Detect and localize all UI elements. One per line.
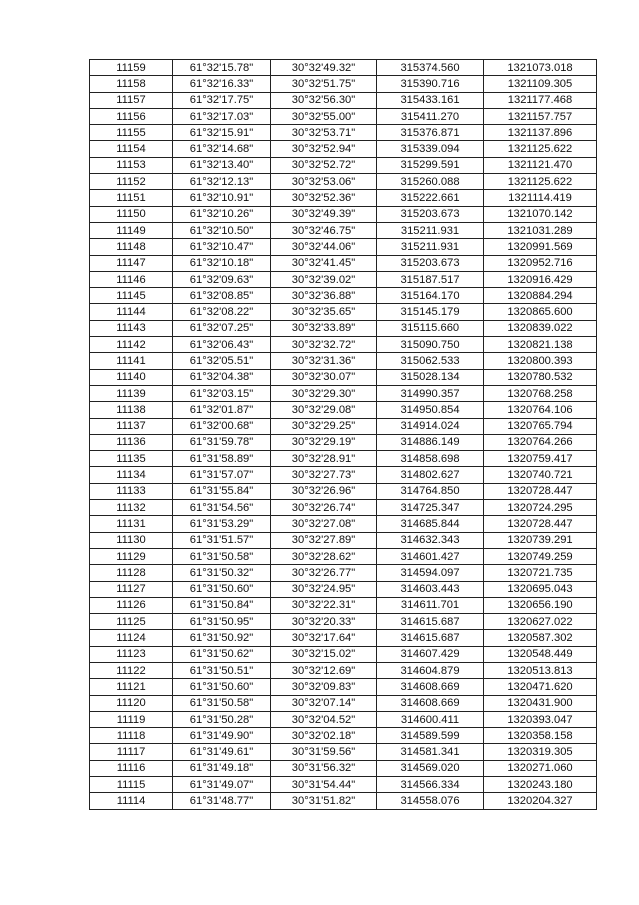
latitude-cell: 61°31'50.32" (173, 565, 271, 581)
x-coordinate-cell: 315374.560 (377, 60, 484, 76)
point-id-cell: 11158 (90, 76, 173, 92)
longitude-cell: 30°32'28.91" (271, 451, 377, 467)
x-coordinate-cell: 314615.687 (377, 630, 484, 646)
latitude-cell: 61°31'57.07" (173, 467, 271, 483)
y-coordinate-cell: 1321031.289 (484, 222, 597, 238)
point-id-cell: 11155 (90, 125, 173, 141)
y-coordinate-cell: 1321073.018 (484, 60, 597, 76)
table-row (90, 614, 597, 630)
longitude-cell: 30°32'24.95" (271, 581, 377, 597)
point-id-cell: 11159 (90, 60, 173, 76)
table-row (90, 239, 597, 255)
longitude-cell: 30°32'44.06" (271, 239, 377, 255)
x-coordinate-cell: 315145.179 (377, 304, 484, 320)
longitude-cell: 30°32'51.75" (271, 76, 377, 92)
table-row (90, 92, 597, 108)
point-id-cell: 11136 (90, 434, 173, 450)
point-id-cell: 11132 (90, 500, 173, 516)
table-row (90, 662, 597, 678)
latitude-cell: 61°32'00.68" (173, 418, 271, 434)
latitude-cell: 61°32'01.87" (173, 402, 271, 418)
latitude-cell: 61°32'05.51" (173, 353, 271, 369)
table-row (90, 141, 597, 157)
point-id-cell: 11131 (90, 516, 173, 532)
y-coordinate-cell: 1320721.735 (484, 565, 597, 581)
y-coordinate-cell: 1320839.022 (484, 320, 597, 336)
y-coordinate-cell: 1320764.106 (484, 402, 597, 418)
point-id-cell: 11145 (90, 288, 173, 304)
y-coordinate-cell: 1320271.060 (484, 760, 597, 776)
point-id-cell: 11121 (90, 679, 173, 695)
table-row (90, 695, 597, 711)
y-coordinate-cell: 1321121.470 (484, 157, 597, 173)
x-coordinate-cell: 315203.673 (377, 206, 484, 222)
longitude-cell: 30°32'22.31" (271, 597, 377, 613)
latitude-cell: 61°32'10.47" (173, 239, 271, 255)
table-row (90, 483, 597, 499)
latitude-cell: 61°31'49.90" (173, 728, 271, 744)
x-coordinate-cell: 314615.687 (377, 614, 484, 630)
x-coordinate-cell: 314802.627 (377, 467, 484, 483)
y-coordinate-cell: 1320548.449 (484, 646, 597, 662)
table-row (90, 125, 597, 141)
table-row (90, 288, 597, 304)
x-coordinate-cell: 314581.341 (377, 744, 484, 760)
y-coordinate-cell: 1320728.447 (484, 483, 597, 499)
x-coordinate-cell: 315260.088 (377, 174, 484, 190)
point-id-cell: 11120 (90, 695, 173, 711)
x-coordinate-cell: 315090.750 (377, 337, 484, 353)
table-row (90, 500, 597, 516)
longitude-cell: 30°32'28.62" (271, 548, 377, 564)
latitude-cell: 61°32'08.85" (173, 288, 271, 304)
table-row (90, 206, 597, 222)
x-coordinate-cell: 315211.931 (377, 222, 484, 238)
x-coordinate-cell: 314608.669 (377, 679, 484, 695)
latitude-cell: 61°31'51.57" (173, 532, 271, 548)
table-row (90, 532, 597, 548)
longitude-cell: 30°32'46.75" (271, 222, 377, 238)
table-row (90, 190, 597, 206)
y-coordinate-cell: 1320513.813 (484, 662, 597, 678)
latitude-cell: 61°32'10.50" (173, 222, 271, 238)
table-row (90, 646, 597, 662)
point-id-cell: 11153 (90, 157, 173, 173)
latitude-cell: 61°32'07.25" (173, 320, 271, 336)
y-coordinate-cell: 1320243.180 (484, 777, 597, 793)
longitude-cell: 30°32'49.32" (271, 60, 377, 76)
point-id-cell: 11144 (90, 304, 173, 320)
x-coordinate-cell: 314611.701 (377, 597, 484, 613)
y-coordinate-cell: 1320740.721 (484, 467, 597, 483)
table-row (90, 418, 597, 434)
x-coordinate-cell: 314914.024 (377, 418, 484, 434)
latitude-cell: 61°32'06.43" (173, 337, 271, 353)
latitude-cell: 61°31'50.60" (173, 679, 271, 695)
longitude-cell: 30°32'29.08" (271, 402, 377, 418)
latitude-cell: 61°31'49.07" (173, 777, 271, 793)
latitude-cell: 61°32'04.38" (173, 369, 271, 385)
y-coordinate-cell: 1320431.900 (484, 695, 597, 711)
table-row (90, 271, 597, 287)
point-id-cell: 11135 (90, 451, 173, 467)
longitude-cell: 30°32'31.36" (271, 353, 377, 369)
point-id-cell: 11124 (90, 630, 173, 646)
x-coordinate-cell: 314764.850 (377, 483, 484, 499)
longitude-cell: 30°32'29.25" (271, 418, 377, 434)
y-coordinate-cell: 1320471.620 (484, 679, 597, 695)
table-row (90, 353, 597, 369)
y-coordinate-cell: 1321137.896 (484, 125, 597, 141)
table-row (90, 711, 597, 727)
y-coordinate-cell: 1320884.294 (484, 288, 597, 304)
x-coordinate-cell: 314603.443 (377, 581, 484, 597)
table-row (90, 777, 597, 793)
longitude-cell: 30°32'35.65" (271, 304, 377, 320)
latitude-cell: 61°31'58.89" (173, 451, 271, 467)
point-id-cell: 11156 (90, 108, 173, 124)
x-coordinate-cell: 315203.673 (377, 255, 484, 271)
longitude-cell: 30°32'53.71" (271, 125, 377, 141)
y-coordinate-cell: 1320749.259 (484, 548, 597, 564)
latitude-cell: 61°32'03.15" (173, 385, 271, 401)
longitude-cell: 30°32'15.02" (271, 646, 377, 662)
latitude-cell: 61°31'55.84" (173, 483, 271, 499)
longitude-cell: 30°31'56.32" (271, 760, 377, 776)
point-id-cell: 11140 (90, 369, 173, 385)
latitude-cell: 61°32'15.78" (173, 60, 271, 76)
point-id-cell: 11143 (90, 320, 173, 336)
table-row (90, 255, 597, 271)
table-row (90, 402, 597, 418)
latitude-cell: 61°31'49.18" (173, 760, 271, 776)
y-coordinate-cell: 1321177.468 (484, 92, 597, 108)
table-row (90, 222, 597, 238)
x-coordinate-cell: 314685.844 (377, 516, 484, 532)
x-coordinate-cell: 315028.134 (377, 369, 484, 385)
point-id-cell: 11133 (90, 483, 173, 499)
x-coordinate-cell: 314950.854 (377, 402, 484, 418)
y-coordinate-cell: 1321125.622 (484, 174, 597, 190)
longitude-cell: 30°32'27.89" (271, 532, 377, 548)
table-row (90, 337, 597, 353)
y-coordinate-cell: 1320695.043 (484, 581, 597, 597)
y-coordinate-cell: 1320800.393 (484, 353, 597, 369)
x-coordinate-cell: 314725.347 (377, 500, 484, 516)
point-id-cell: 11114 (90, 793, 173, 809)
x-coordinate-cell: 314886.149 (377, 434, 484, 450)
table-row (90, 548, 597, 564)
x-coordinate-cell: 315339.094 (377, 141, 484, 157)
latitude-cell: 61°32'17.75" (173, 92, 271, 108)
latitude-cell: 61°32'10.18" (173, 255, 271, 271)
longitude-cell: 30°32'52.94" (271, 141, 377, 157)
x-coordinate-cell: 314608.669 (377, 695, 484, 711)
longitude-cell: 30°32'20.33" (271, 614, 377, 630)
y-coordinate-cell: 1320759.417 (484, 451, 597, 467)
point-id-cell: 11129 (90, 548, 173, 564)
point-id-cell: 11119 (90, 711, 173, 727)
longitude-cell: 30°32'26.96" (271, 483, 377, 499)
point-id-cell: 11148 (90, 239, 173, 255)
latitude-cell: 61°31'53.29" (173, 516, 271, 532)
latitude-cell: 61°31'50.62" (173, 646, 271, 662)
x-coordinate-cell: 314607.429 (377, 646, 484, 662)
x-coordinate-cell: 315062.533 (377, 353, 484, 369)
y-coordinate-cell: 1320656.190 (484, 597, 597, 613)
y-coordinate-cell: 1320780.532 (484, 369, 597, 385)
longitude-cell: 30°32'29.30" (271, 385, 377, 401)
table-row (90, 174, 597, 190)
x-coordinate-cell: 315164.170 (377, 288, 484, 304)
point-id-cell: 11142 (90, 337, 173, 353)
y-coordinate-cell: 1321157.757 (484, 108, 597, 124)
longitude-cell: 30°32'30.07" (271, 369, 377, 385)
longitude-cell: 30°32'49.39" (271, 206, 377, 222)
x-coordinate-cell: 314566.334 (377, 777, 484, 793)
x-coordinate-cell: 314594.097 (377, 565, 484, 581)
point-id-cell: 11125 (90, 614, 173, 630)
table-row (90, 76, 597, 92)
latitude-cell: 61°31'50.58" (173, 548, 271, 564)
point-id-cell: 11151 (90, 190, 173, 206)
y-coordinate-cell: 1320865.600 (484, 304, 597, 320)
longitude-cell: 30°32'17.64" (271, 630, 377, 646)
x-coordinate-cell: 315222.661 (377, 190, 484, 206)
latitude-cell: 61°32'12.13" (173, 174, 271, 190)
table-row (90, 630, 597, 646)
latitude-cell: 61°32'13.40" (173, 157, 271, 173)
y-coordinate-cell: 1320728.447 (484, 516, 597, 532)
point-id-cell: 11147 (90, 255, 173, 271)
latitude-cell: 61°32'10.26" (173, 206, 271, 222)
longitude-cell: 30°32'52.36" (271, 190, 377, 206)
y-coordinate-cell: 1320768.258 (484, 385, 597, 401)
longitude-cell: 30°32'33.89" (271, 320, 377, 336)
point-id-cell: 11116 (90, 760, 173, 776)
latitude-cell: 61°32'17.03" (173, 108, 271, 124)
x-coordinate-cell: 314569.020 (377, 760, 484, 776)
x-coordinate-cell: 315299.591 (377, 157, 484, 173)
x-coordinate-cell: 314558.076 (377, 793, 484, 809)
coordinates-table-body (90, 60, 597, 810)
point-id-cell: 11139 (90, 385, 173, 401)
latitude-cell: 61°32'16.33" (173, 76, 271, 92)
x-coordinate-cell: 315211.931 (377, 239, 484, 255)
longitude-cell: 30°32'32.72" (271, 337, 377, 353)
y-coordinate-cell: 1320587.302 (484, 630, 597, 646)
table-row (90, 581, 597, 597)
point-id-cell: 11150 (90, 206, 173, 222)
y-coordinate-cell: 1320358.158 (484, 728, 597, 744)
y-coordinate-cell: 1321125.622 (484, 141, 597, 157)
latitude-cell: 61°31'48.77" (173, 793, 271, 809)
y-coordinate-cell: 1320393.047 (484, 711, 597, 727)
point-id-cell: 11130 (90, 532, 173, 548)
latitude-cell: 61°31'50.95" (173, 614, 271, 630)
x-coordinate-cell: 315187.517 (377, 271, 484, 287)
latitude-cell: 61°32'09.63" (173, 271, 271, 287)
table-row (90, 108, 597, 124)
x-coordinate-cell: 314604.879 (377, 662, 484, 678)
latitude-cell: 61°31'59.78" (173, 434, 271, 450)
longitude-cell: 30°32'12.69" (271, 662, 377, 678)
y-coordinate-cell: 1320724.295 (484, 500, 597, 516)
longitude-cell: 30°32'09.83" (271, 679, 377, 695)
point-id-cell: 11127 (90, 581, 173, 597)
point-id-cell: 11149 (90, 222, 173, 238)
latitude-cell: 61°31'50.84" (173, 597, 271, 613)
table-row (90, 728, 597, 744)
table-row (90, 451, 597, 467)
x-coordinate-cell: 314589.599 (377, 728, 484, 744)
point-id-cell: 11117 (90, 744, 173, 760)
point-id-cell: 11134 (90, 467, 173, 483)
longitude-cell: 30°32'55.00" (271, 108, 377, 124)
table-row (90, 157, 597, 173)
table-row (90, 467, 597, 483)
longitude-cell: 30°32'29.19" (271, 434, 377, 450)
longitude-cell: 30°32'04.52" (271, 711, 377, 727)
y-coordinate-cell: 1320765.794 (484, 418, 597, 434)
x-coordinate-cell: 315376.871 (377, 125, 484, 141)
x-coordinate-cell: 314990.357 (377, 385, 484, 401)
x-coordinate-cell: 315390.716 (377, 76, 484, 92)
table-row (90, 320, 597, 336)
x-coordinate-cell: 314601.427 (377, 548, 484, 564)
y-coordinate-cell: 1320991.569 (484, 239, 597, 255)
latitude-cell: 61°31'50.60" (173, 581, 271, 597)
point-id-cell: 11138 (90, 402, 173, 418)
point-id-cell: 11126 (90, 597, 173, 613)
y-coordinate-cell: 1320204.327 (484, 793, 597, 809)
longitude-cell: 30°32'36.88" (271, 288, 377, 304)
table-row (90, 679, 597, 695)
latitude-cell: 61°31'50.28" (173, 711, 271, 727)
point-id-cell: 11123 (90, 646, 173, 662)
point-id-cell: 11141 (90, 353, 173, 369)
longitude-cell: 30°32'26.74" (271, 500, 377, 516)
x-coordinate-cell: 314600.411 (377, 711, 484, 727)
latitude-cell: 61°32'10.91" (173, 190, 271, 206)
latitude-cell: 61°32'15.91" (173, 125, 271, 141)
x-coordinate-cell: 314632.343 (377, 532, 484, 548)
point-id-cell: 11122 (90, 662, 173, 678)
table-row (90, 744, 597, 760)
point-id-cell: 11154 (90, 141, 173, 157)
y-coordinate-cell: 1321070.142 (484, 206, 597, 222)
longitude-cell: 30°32'53.06" (271, 174, 377, 190)
table-row (90, 434, 597, 450)
longitude-cell: 30°32'27.73" (271, 467, 377, 483)
longitude-cell: 30°32'02.18" (271, 728, 377, 744)
y-coordinate-cell: 1320952.716 (484, 255, 597, 271)
latitude-cell: 61°31'50.92" (173, 630, 271, 646)
table-row (90, 60, 597, 76)
latitude-cell: 61°32'08.22" (173, 304, 271, 320)
table-row (90, 369, 597, 385)
x-coordinate-cell: 315411.270 (377, 108, 484, 124)
point-id-cell: 11146 (90, 271, 173, 287)
point-id-cell: 11115 (90, 777, 173, 793)
point-id-cell: 11118 (90, 728, 173, 744)
table-row (90, 516, 597, 532)
latitude-cell: 61°32'14.68" (173, 141, 271, 157)
longitude-cell: 30°32'52.72" (271, 157, 377, 173)
table-row (90, 565, 597, 581)
longitude-cell: 30°32'07.14" (271, 695, 377, 711)
longitude-cell: 30°31'59.56" (271, 744, 377, 760)
longitude-cell: 30°32'27.08" (271, 516, 377, 532)
y-coordinate-cell: 1320319.305 (484, 744, 597, 760)
latitude-cell: 61°31'54.56" (173, 500, 271, 516)
y-coordinate-cell: 1320916.429 (484, 271, 597, 287)
table-row (90, 793, 597, 809)
latitude-cell: 61°31'50.58" (173, 695, 271, 711)
y-coordinate-cell: 1321114.419 (484, 190, 597, 206)
coordinates-table (89, 59, 597, 810)
longitude-cell: 30°31'51.82" (271, 793, 377, 809)
longitude-cell: 30°32'41.45" (271, 255, 377, 271)
y-coordinate-cell: 1320739.291 (484, 532, 597, 548)
y-coordinate-cell: 1320627.022 (484, 614, 597, 630)
x-coordinate-cell: 314858.698 (377, 451, 484, 467)
longitude-cell: 30°32'26.77" (271, 565, 377, 581)
longitude-cell: 30°32'39.02" (271, 271, 377, 287)
latitude-cell: 61°31'50.51" (173, 662, 271, 678)
table-row (90, 304, 597, 320)
y-coordinate-cell: 1321109.305 (484, 76, 597, 92)
y-coordinate-cell: 1320821.138 (484, 337, 597, 353)
point-id-cell: 11157 (90, 92, 173, 108)
x-coordinate-cell: 315115.660 (377, 320, 484, 336)
point-id-cell: 11137 (90, 418, 173, 434)
table-row (90, 597, 597, 613)
longitude-cell: 30°32'56.30" (271, 92, 377, 108)
longitude-cell: 30°31'54.44" (271, 777, 377, 793)
x-coordinate-cell: 315433.161 (377, 92, 484, 108)
latitude-cell: 61°31'49.61" (173, 744, 271, 760)
point-id-cell: 11152 (90, 174, 173, 190)
point-id-cell: 11128 (90, 565, 173, 581)
table-row (90, 760, 597, 776)
table-row (90, 385, 597, 401)
y-coordinate-cell: 1320764.266 (484, 434, 597, 450)
